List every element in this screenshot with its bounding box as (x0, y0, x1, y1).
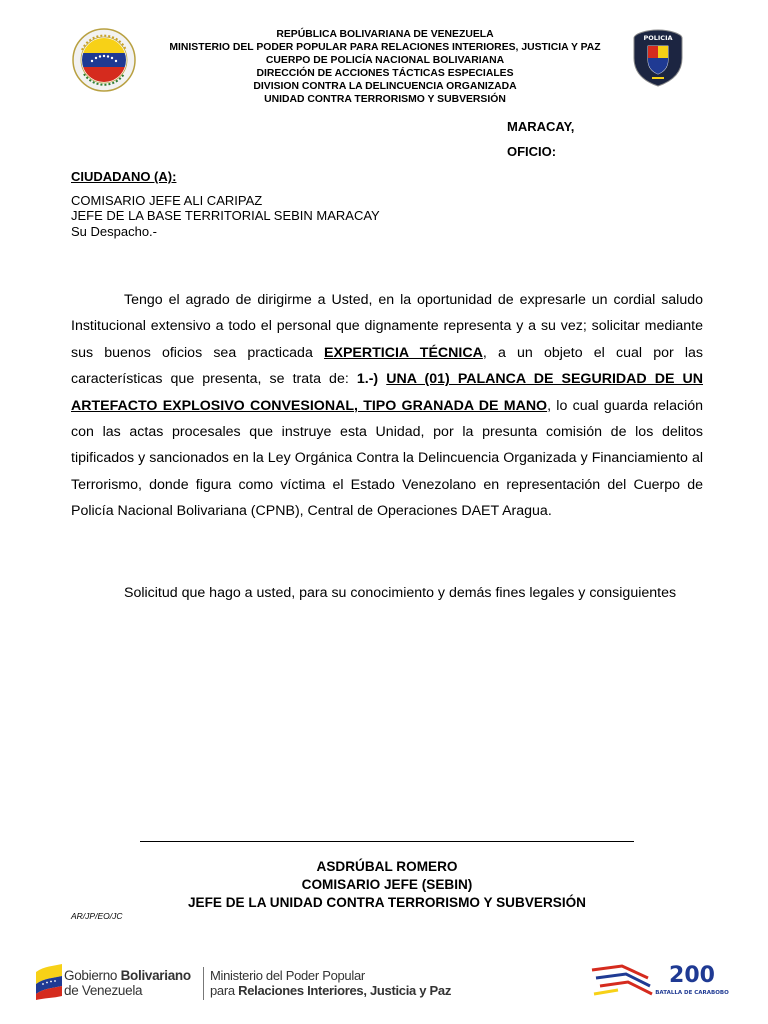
signature-block (140, 858, 634, 912)
addressee-block (71, 193, 380, 239)
place: MARACAY, (507, 119, 575, 134)
gobierno-bolivariano-logo (64, 968, 191, 998)
request-type: EXPERTICIA TÉCNICA (324, 344, 483, 361)
letterhead-line: DIVISION CONTRA LA DELINCUENCIA ORGANIZADA (253, 81, 517, 93)
addressee-label: CIUDADANO (A): (71, 169, 177, 184)
signer-name: ASDRÚBAL ROMERO (316, 859, 458, 874)
oficio-label: OFICIO: (507, 144, 557, 159)
letterhead-line: DIRECCIÓN DE ACCIONES TÁCTICAS ESPECIALES (256, 68, 514, 80)
signer-title: JEFE DE LA UNIDAD CONTRA TERRORISMO Y SUBVERSIÓN (187, 895, 587, 910)
paragraph-text: , lo cual guarda relación con las actas procesales que instruye esta Unidad, por la presunta comisión de los delitos tipificados y sancionados en la Ley Orgánica Contra la Delincuencia Organizada y Financiamiento al Terrorismo, donde figura como víctima el Estado Venezolano en representación del Cuerpo de Policía Nacional Bolivariana (CPNB), Central de Operaciones DAET Aragua. (71, 397, 703, 520)
signature-line (140, 841, 634, 842)
bicentennial-number: 200 (669, 963, 715, 988)
addressee-name: COMISARIO JEFE ALI CARIPAZ (71, 193, 263, 208)
letterhead-line: CUERPO DE POLICÍA NACIONAL BOLIVARIANA (265, 55, 505, 67)
addressee-closing: Su Despacho.- (71, 223, 157, 239)
policia-nacional-badge-icon (630, 28, 686, 88)
gob-country: de Venezuela (64, 983, 143, 998)
bicentennial-text: BATALLA DE CARABOBO (655, 990, 729, 996)
letterhead (140, 28, 630, 107)
closing-paragraph (71, 580, 703, 606)
ministry-bold-text: Relaciones Interiores, Justicia y Paz (238, 983, 452, 998)
item-number: 1.-) (356, 371, 379, 388)
signer-rank: COMISARIO JEFE (SEBIN) (301, 877, 473, 892)
ministry-logo-text (210, 968, 451, 998)
paragraph-text: Solicitud que hago a usted, para su conocimiento y demás fines legales y consiguientes (124, 585, 677, 601)
addressee-position: JEFE DE LA BASE TERRITORIAL SEBIN MARACAY (71, 208, 380, 224)
ministry-text: para (210, 983, 239, 998)
venezuela-seal-icon (72, 28, 136, 92)
badge-text: POLICIA (643, 34, 673, 42)
gob-bold-text: Bolivariano (120, 968, 191, 983)
bicentennial-stripes-icon (592, 966, 652, 994)
reference-initials: AR/JP/EO/JC (71, 911, 123, 921)
letterhead-line: REPÚBLICA BOLIVARIANA DE VENEZUELA (276, 29, 494, 40)
letterhead-line: UNIDAD CONTRA TERRORISMO Y SUBVERSIÓN (264, 94, 506, 106)
body-paragraph (71, 287, 703, 525)
paragraph-text: , a un objeto el cual por las características que presenta, se trata de: (71, 344, 704, 388)
footer-divider (203, 967, 204, 1000)
ministry-line: Ministerio del Poder Popular (210, 968, 365, 983)
gob-text: Gobierno (64, 968, 121, 983)
venezuela-flag-icon (34, 962, 64, 1000)
item-description: UNA (01) PALANCA DE SEGURIDAD DE UN ARTEFACTO EXPLOSIVO CONVESIONAL, TIPO GRANADA DE MANO (71, 371, 703, 414)
paragraph-text: Tengo el agrado de dirigirme a Usted, en la oportunidad de expresarle un cordial saludo Institucional extensivo a todo el personal que dignamente representa y a su vez; solicitar mediante sus buenos oficios sea practicada (71, 292, 703, 361)
letterhead-line: MINISTERIO DEL PODER POPULAR PARA RELACIONES INTERIORES, JUSTICIA Y PAZ (169, 42, 601, 54)
bicentennial-logo (588, 958, 734, 1002)
